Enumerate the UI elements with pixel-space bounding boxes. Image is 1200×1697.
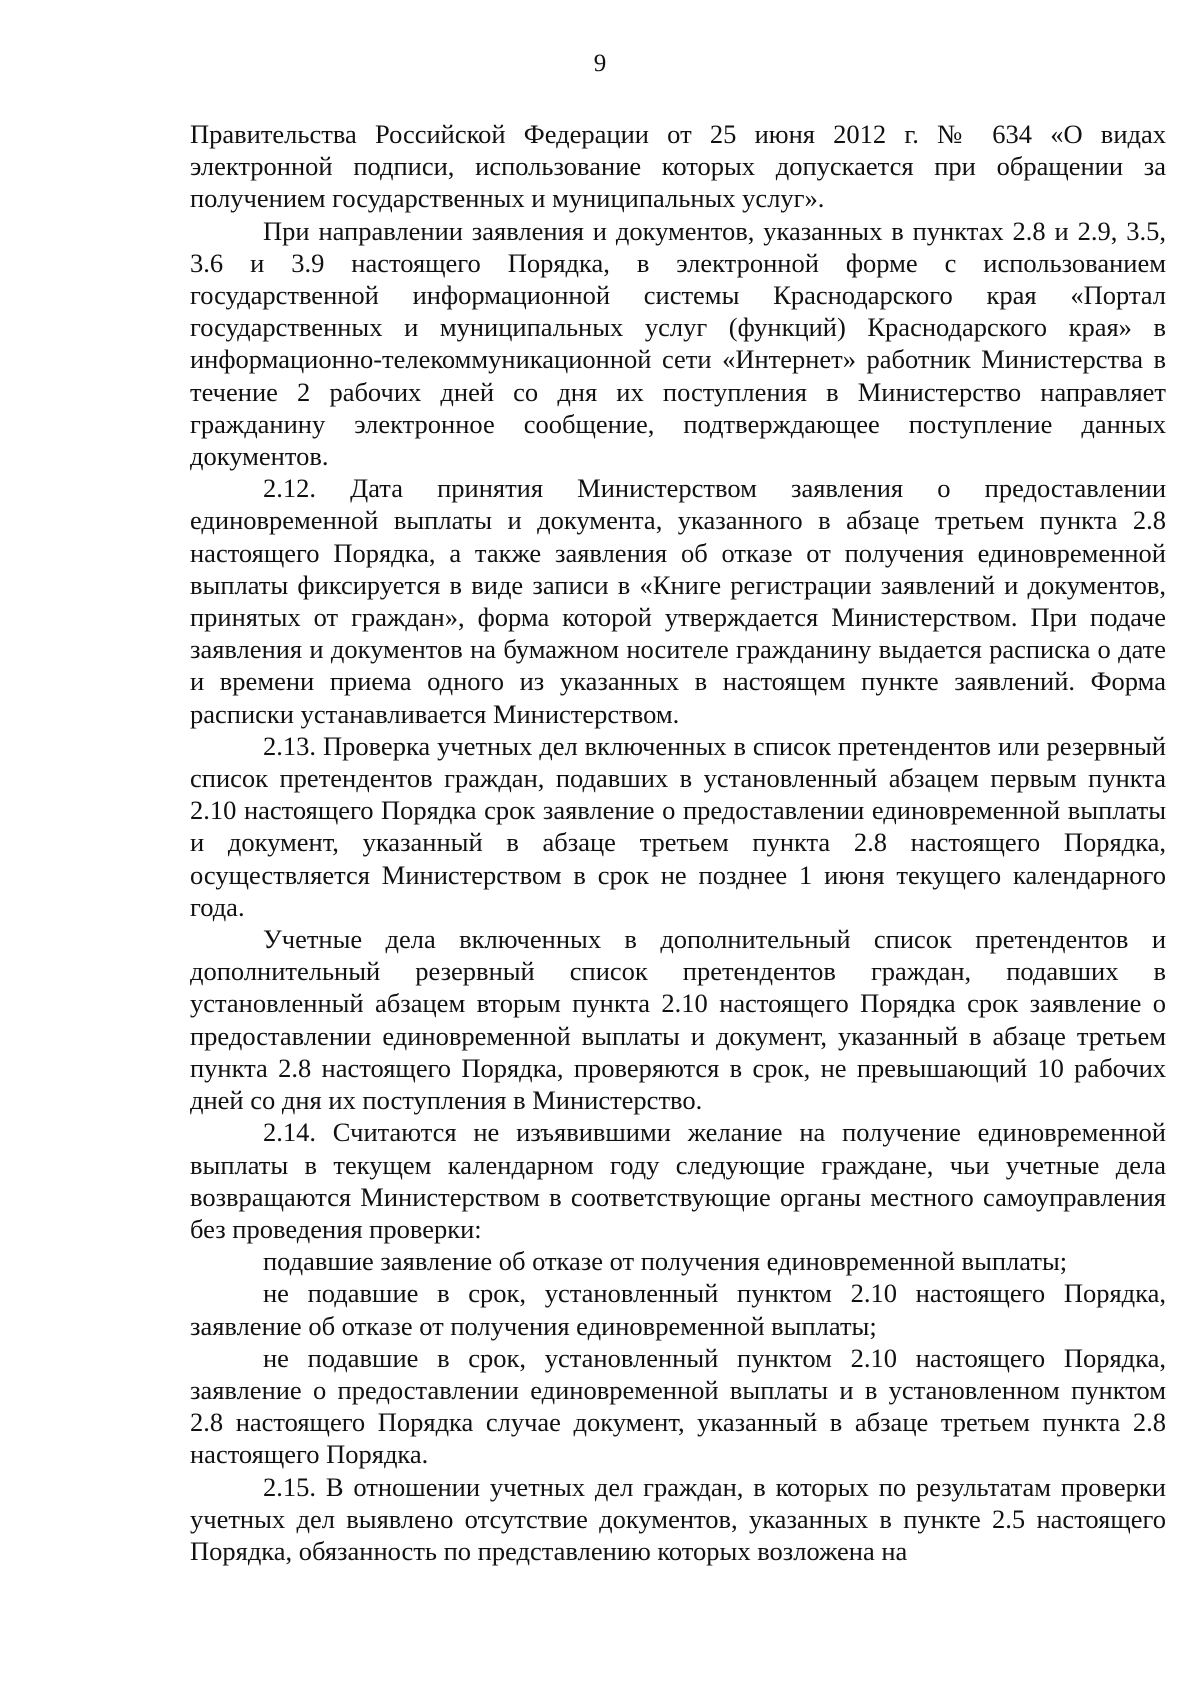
page-number: 9 [593, 50, 607, 77]
paragraph-2-14: 2.14. Считаются не изъявившими желание на получение единовременной выплаты в текущем календарном году следующие граждане, чьи учетные дела возвращаются Министерством в соответствующие органы местного самоуправления без проведения проверки: [190, 1117, 1166, 1244]
paragraph-2-12: 2.12. Дата принятия Министерством заявления о предоставлении единовременной выплаты и документа, указанного в абзаце третьем пункта 2.8 настоящего Порядка, а также заявления об отказе от получения единовременной выплаты фиксируется в виде записи в «Книге регистрации заявлений и документов, принятых от граждан», форма которой утверждается Министерством. При подаче заявления и документов на бумажном носителе гражданину выдается расписка о дате и времени приема одного из указанных в настоящем пункте заявлений. Форма расписки устанавливается Министерством. [190, 473, 1166, 729]
list-item-refusal-not-filed: не подавшие в срок, установленный пунктом 2.10 настоящего Порядка, заявление об отказе от получения единовременной выплаты; [190, 1278, 1166, 1341]
paragraph-additional-lists: Учетные дела включенных в дополнительный список претендентов и дополнительный резервный список претендентов граждан, подавших в установленный абзацем вторым пункта 2.10 настоящего Порядка срок заявление о предоставлении единовременной выплаты и документ, указанный в абзаце третьем пункта 2.8 настоящего Порядка, проверяются в срок, не превышающий 10 рабочих дней со дня их поступления в Министерство. [190, 924, 1166, 1116]
paragraph-electronic-submission: При направлении заявления и документов, указанных в пунктах 2.8 и 2.9, 3.5, 3.6 и 3.9 настоящего Порядка, в электронной форме с использованием государственной информационной системы Краснодарского края «Портал государственных и муниципальных услуг (функций) Краснодарского края» в информационно-телекоммуникационной сети «Интернет» работник Министерства в течение 2 рабочих дней со дня их поступления в Министерство направляет гражданину электронное сообщение, подтверждающее поступление данных документов. [190, 215, 1166, 472]
document-body [190, 118, 1166, 1567]
paragraph-2-15: 2.15. В отношении учетных дел граждан, в которых по результатам проверки учетных дел выявлено отсутствие документов, указанных в пункте 2.5 настоящего Порядка, обязанность по представлению которых возложена на [190, 1471, 1166, 1566]
paragraph-continuation: Правительства Российской Федерации от 25 июня 2012 г. № 634 «О видах электронной подписи, использование которых допускается при обращении за получением государственных и муниципальных услуг». [190, 119, 1166, 214]
list-item-application-not-filed: не подавшие в срок, установленный пунктом 2.10 настоящего Порядка, заявление о предоставлении единовременной выплаты и в установленном пунктом 2.8 настоящего Порядка случае документ, указанный в абзаце третьем пункта 2.8 настоящего Порядка. [190, 1342, 1166, 1470]
paragraph-2-13: 2.13. Проверка учетных дел включенных в список претендентов или резервный список претендентов граждан, подавших в установленный абзацем первым пункта 2.10 настоящего Порядка срок заявление о предоставлении единовременной выплаты и документ, указанный в абзаце третьем пункта 2.8 настоящего Порядка, осуществляется Министерством в срок не позднее 1 июня текущего календарного года. [190, 730, 1166, 922]
list-item-refusal-filed: подавшие заявление об отказе от получения единовременной выплаты; [263, 1246, 1068, 1277]
